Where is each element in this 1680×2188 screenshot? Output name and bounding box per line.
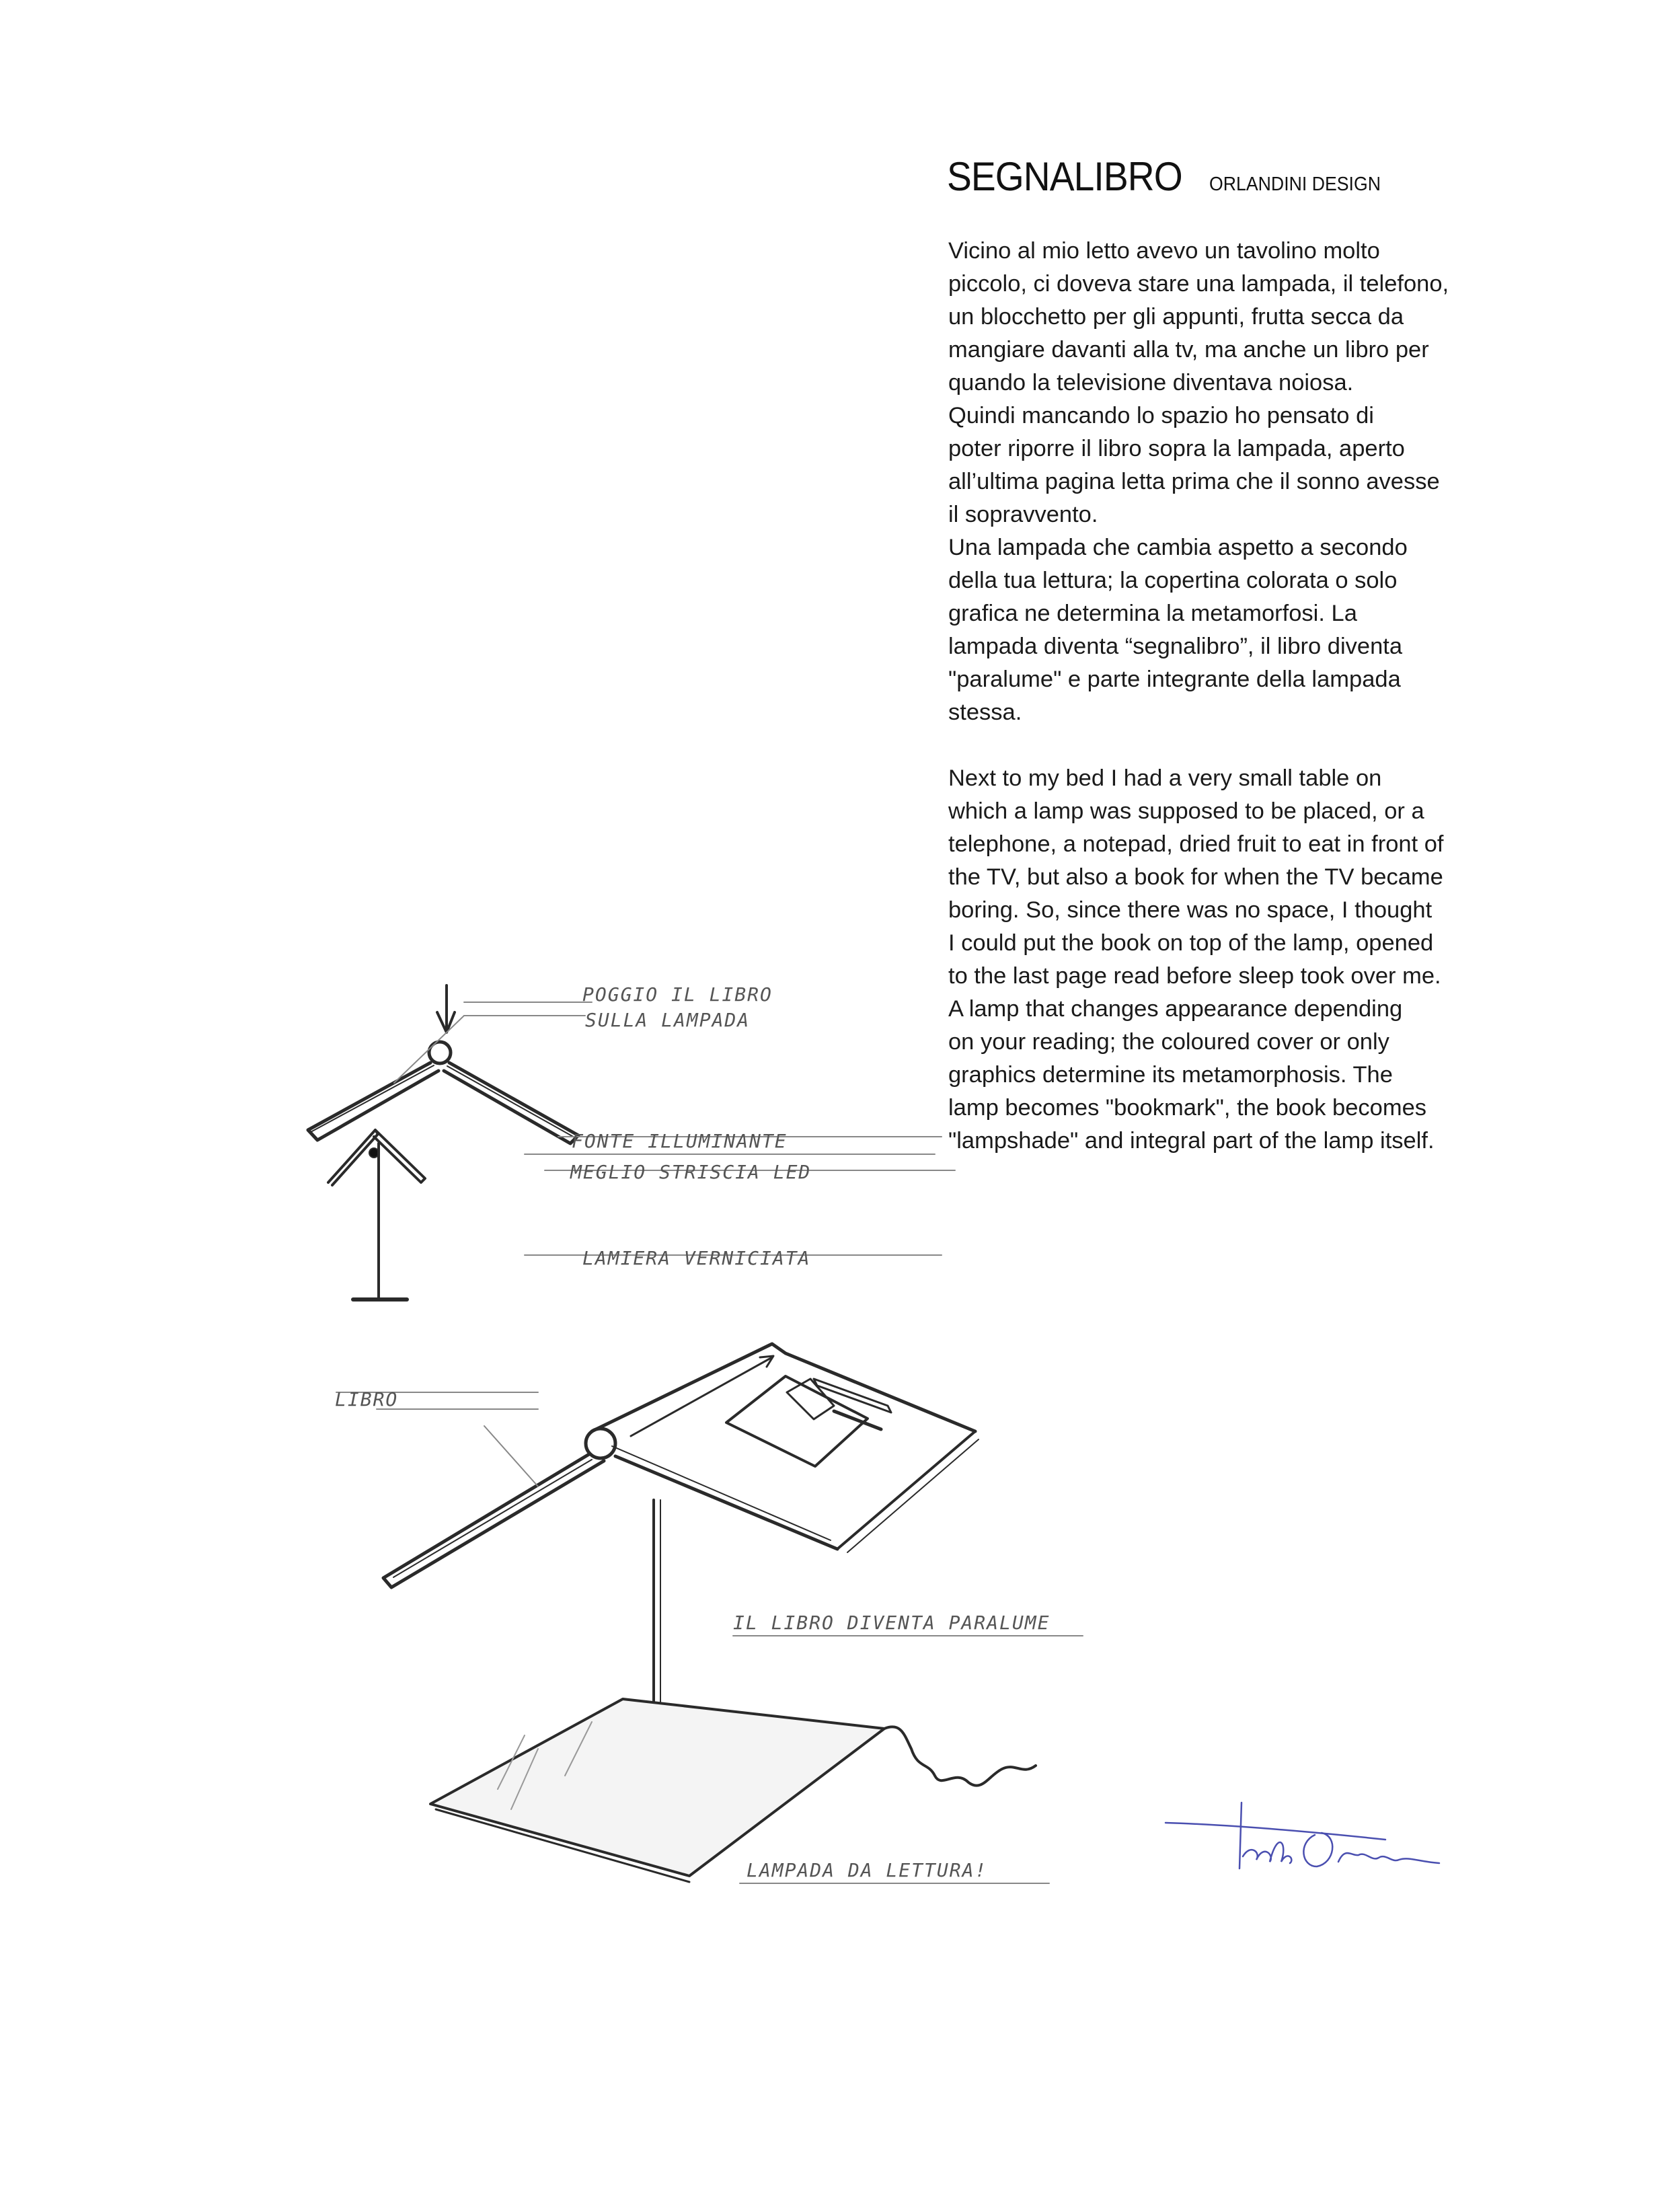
text-line: on your reading; the coloured cover or only — [948, 1029, 1389, 1055]
text-line: Una lampada che cambia aspetto a secondo — [948, 535, 1408, 560]
text-line: graphics determine its metamorphosis. The — [948, 1062, 1393, 1088]
text-line: il sopravvento. — [948, 502, 1098, 527]
text-line: Quindi mancando lo spazio ho pensato di — [948, 403, 1374, 428]
label-paralume: IL LIBRO DIVENTA PARALUME — [733, 1612, 1051, 1634]
label-lamiera: LAMIERA VERNICIATA — [582, 1247, 811, 1269]
text-line: piccolo, ci doveva stare una lampada, il telefono, — [948, 271, 1449, 297]
label-poggio-1: POGGIO IL LIBRO — [582, 983, 773, 1006]
text-line: "lampshade" and integral part of the lamp itself. — [948, 1128, 1435, 1154]
text-line: telephone, a notepad, dried fruit to eat in front of — [948, 831, 1444, 857]
label-libro: LIBRO — [335, 1388, 399, 1410]
page-title: SEGNALIBRO — [947, 154, 1182, 199]
text-line: stessa. — [948, 700, 1022, 725]
label-fonte-2: MEGLIO STRISCIA LED — [570, 1161, 812, 1183]
text-line: grafica ne determina la metamorfosi. La — [948, 601, 1357, 626]
text-line: della tua lettura; la copertina colorata o solo — [948, 568, 1398, 593]
text-line: A lamp that changes appearance depending — [948, 996, 1403, 1022]
page-subtitle: ORLANDINI DESIGN — [1209, 174, 1381, 195]
text-line: boring. So, since there was no space, I thought — [948, 897, 1433, 923]
text-line: the TV, but also a book for when the TV became — [948, 864, 1443, 890]
text-line: lampada diventa “segnalibro”, il libro diventa — [948, 634, 1403, 659]
text-line: poter riporre il libro sopra la lampada, aperto — [948, 436, 1405, 461]
text-line: "paralume" e parte integrante della lampada — [948, 667, 1401, 692]
down-arrow-icon — [437, 985, 455, 1032]
side-elevation-labels — [570, 983, 811, 1269]
text-line: Next to my bed I had a very small table on — [948, 765, 1382, 791]
text-line: to the last page read before sleep took over me. — [948, 963, 1441, 989]
label-poggio-2: SULLA LAMPADA — [585, 1009, 751, 1031]
label-fonte-1: FONTE ILLUMINANTE — [572, 1130, 788, 1152]
text-line: quando la televisione diventava noiosa. — [948, 370, 1354, 395]
text-line: lamp becomes "bookmark", the book becomes — [948, 1095, 1427, 1121]
text-line: un blocchetto per gli appunti, frutta secca da — [948, 304, 1404, 330]
label-lettura: LAMPADA DA LETTURA! — [747, 1859, 988, 1881]
text-line: I could put the book on top of the lamp, opened — [948, 930, 1434, 956]
text-line: which a lamp was supposed to be placed, or a — [948, 798, 1424, 824]
text-line: all’ultima pagina letta prima che il sonno avesse — [948, 469, 1440, 494]
text-line: Vicino al mio letto avevo un tavolino molto — [948, 238, 1380, 264]
text-line: mangiare davanti alla tv, ma anche un libro per — [948, 337, 1429, 363]
signature — [1166, 1803, 1439, 1869]
